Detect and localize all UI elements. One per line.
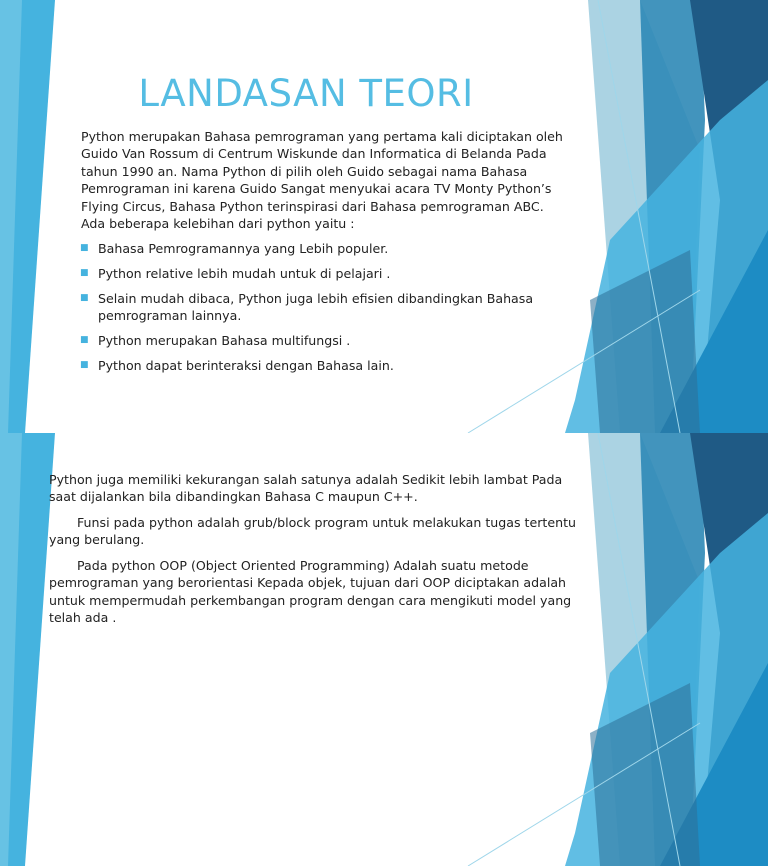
bullet-icon: ■	[80, 243, 89, 253]
list-item-text: Python merupakan Bahasa multifungsi .	[98, 333, 351, 349]
bullet-icon: ■	[80, 335, 89, 346]
intro-paragraph: Python merupakan Bahasa pemrograman yang pertama kali diciptakan oleh Guido Van Rossum di Centrum Wiskunde dan Informatica di Belanda Pada tahun 1990 an. Nama Python di pilih oleh Guido sebagai nama Bahasa Pemrograman ini karena Guido Sangat menyukai acara TV Monty Python’s Flying Circus, Bahasa Python terinspirasi dari Bahasa pemrograman ABC. Ada beberapa kelebihan dari python yaitu :	[81, 129, 563, 232]
list-item	[80, 290, 560, 325]
bullet-icon: ■	[80, 293, 89, 303]
slide-title: LANDASAN TEORI	[138, 72, 474, 115]
list-item-text: Selain mudah dibaca, Python juga lebih efisien dibandingkan Bahasa pemrograman lainnya.	[98, 291, 534, 324]
function-paragraph: Funsi pada python adalah grub/block program untuk melakukan tugas tertentu yang berulang.	[49, 515, 576, 548]
weakness-paragraph: Python juga memiliki kekurangan salah satunya adalah Sedikit lebih lambat Pada saat dijalankan bila dibandingkan Bahasa C maupun C++.	[49, 472, 563, 505]
list-item	[80, 240, 560, 257]
list-item-text: Bahasa Pemrogramannya yang Lebih populer.	[98, 241, 389, 256]
oop-paragraph: Pada python OOP (Object Oriented Programming) Adalah suatu metode pemrograman yang berorientasi Kepada objek, tujuan dari OOP diciptakan adalah untuk mempermudah perkembangan program dengan cara mengikuti model yang telah ada .	[49, 558, 572, 626]
advantages-list	[80, 240, 560, 382]
list-item	[80, 357, 560, 374]
slide-2	[0, 433, 768, 866]
list-item-text: Python dapat berinteraksi dengan Bahasa lain.	[98, 358, 394, 374]
bullet-icon: ■	[80, 268, 89, 278]
list-item-text: Python relative lebih mudah untuk di pelajari .	[98, 266, 391, 281]
list-item	[80, 265, 560, 282]
bullet-icon: ■	[80, 360, 89, 371]
list-item	[80, 332, 560, 349]
